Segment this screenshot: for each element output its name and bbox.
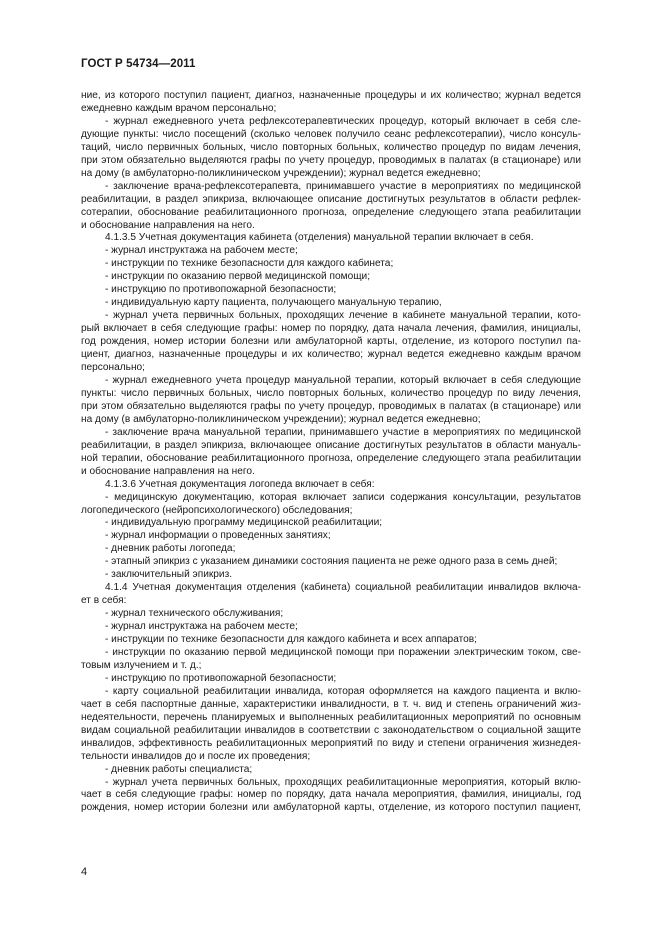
- text-line: 4.1.3.5 Учетная документация кабинета (отделения) мануальной терапии включает в себя.: [105, 232, 534, 244]
- text-line: - инструкцию по противопожарной безопасности;: [105, 672, 337, 684]
- text-line: товым излучением и т. д.;: [81, 659, 202, 671]
- text-line: чает в себя следующие графы: номер по порядку, дата начала мероприятия, фамилия, инициалы, год: [81, 789, 581, 801]
- text-line: - журнал учета первичных больных, проходящих лечение в кабинете мануальной терапии, кото-: [105, 310, 581, 322]
- text-line: пункты: число первичных больных, число повторных больных, количество процедур по виду лечения,: [81, 387, 581, 399]
- text-line: ет в себя:: [81, 595, 127, 607]
- text-line: - журнал ежедневного учета рефлексотерапевтических процедур, который включает в себя сле-: [105, 115, 581, 127]
- page-number: 4: [81, 866, 88, 878]
- text-line: - дневник работы логопеда;: [105, 543, 236, 555]
- text-line: - индивидуальную программу медицинской реабилитации;: [105, 517, 383, 529]
- text-line: и обоснование направления на него.: [81, 219, 255, 231]
- text-line: тельности инвалидов до и после их проведения;: [81, 750, 311, 762]
- text-line: на дому (в амбулаторно-поликлиническом учреждении); журнал ведется ежедневно;: [81, 413, 481, 425]
- text-line: - журнал учета первичных больных, проходящих реабилитационные мероприятия, который вклю-: [105, 776, 581, 788]
- text-line: - инструкцию по противопожарной безопасности;: [105, 284, 337, 296]
- text-line: рый включает в себя следующие графы: номер по порядку, дата начала лечения, фамилия, инициалы,: [81, 323, 581, 335]
- text-line: - инструкции по технике безопасности для каждого кабинета и всех аппаратов;: [105, 634, 477, 646]
- text-line: ной терапии, обоснование реабилитационного прогноза, определение следующего этапа реабилитации: [81, 452, 581, 464]
- text-line: чает в себя паспортные данные, характеристики инвалидности, в т. ч. вид и степень ограничений жиз-: [81, 698, 581, 710]
- text-line: - инструкции по технике безопасности для каждого кабинета;: [105, 258, 394, 270]
- standard-header: ГОСТ Р 54734—2011: [81, 58, 196, 70]
- text-line: - инструкции по оказанию первой медицинской помощи;: [105, 271, 371, 283]
- text-line: - индивидуальную карту пациента, получающего мануальную терапию,: [105, 297, 442, 309]
- text-line: - дневник работы специалиста;: [105, 763, 253, 775]
- text-line: - журнал информации о проведенных занятиях;: [105, 530, 331, 542]
- text-line: - инструкции по оказанию первой медицинской помощи при поражении электрическим током, све-: [105, 646, 581, 658]
- text-line: циент, диагноз, назначенные процедуры и их количество; журнал ведется ежедневно каждым врачом: [81, 349, 581, 361]
- text-line: ежедневно каждым врачом персонально;: [81, 102, 277, 114]
- text-line: рождения, номер истории болезни или амбулаторной карты, отделение, из которого поступил пациент,: [81, 802, 581, 814]
- text-line: - журнал инструктажа на рабочем месте;: [105, 621, 298, 633]
- text-line: сотерапии, обоснование реабилитационного прогноза, определение следующего этапа реабилитации: [81, 206, 581, 218]
- text-line: 4.1.4 Учетная документация отделения (кабинета) социальной реабилитации инвалидов включа-: [105, 582, 581, 594]
- text-line: - заключение врача-рефлексотерапевта, принимавшего участие в мероприятиях по медицинской: [105, 180, 581, 192]
- text-line: при этом обязательно выделяются графы по учету процедур, проводимых в палатах (в стационаре) или: [81, 400, 581, 412]
- text-line: персонально;: [81, 362, 145, 374]
- text-line: - заключительный эпикриз.: [105, 569, 233, 581]
- text-line: ние, из которого поступил пациент, диагноз, назначенные процедуры и их количество; журнал ведется: [81, 90, 581, 101]
- text-line: и обоснование направления на него.: [81, 465, 255, 477]
- body-text: [81, 90, 581, 815]
- text-line: дующие пункты: число посещений (сколько человек получило сеанс рефлексотерапии), число консуль-: [81, 128, 581, 140]
- text-line: недеятельности, перечень планируемых и выполненных реабилитационных мероприятий по основным: [81, 711, 581, 723]
- text-line: инвалидов, эффективность реабилитационных мероприятий по виду и степени ограничения жизнедея-: [81, 737, 581, 749]
- text-line: 4.1.3.6 Учетная документация логопеда включает в себя:: [105, 478, 375, 490]
- text-line: - карту социальной реабилитации инвалида, которая оформляется на каждого пациента и вклю-: [105, 685, 581, 697]
- text-line: таций, число первичных больных, число повторных больных, количество процедур по видам лечения,: [81, 141, 581, 153]
- text-line: - журнал инструктажа на рабочем месте;: [105, 245, 298, 257]
- text-line: - журнал ежедневного учета процедур мануальной терапии, который включает в себя следующие: [105, 374, 581, 386]
- text-line: реабилитации, в раздел эпикриза, включающее описание достигнутых результатов в области мануаль-: [81, 439, 581, 451]
- text-line: логопедического (нейропсихологического) обследования;: [81, 504, 353, 516]
- text-line: - журнал технического обслуживания;: [105, 608, 284, 620]
- text-line: - этапный эпикриз с указанием динамики состояния пациента не реже одного раза в семь дней;: [105, 556, 558, 568]
- text-line: реабилитации, в раздел эпикриза, включающее описание достигнутых результатов в области рефлек-: [81, 193, 581, 205]
- text-line: при этом обязательно выделяются графы по учету процедур, проводимых в палатах (в стационаре) или: [81, 154, 581, 166]
- text-line: на дому (в амбулаторно-поликлиническом учреждении); журнал ведется ежедневно;: [81, 167, 481, 179]
- text-line: год рождения, номер истории болезни или амбулаторной карты, отделение, из которого поступил па-: [81, 336, 581, 348]
- text-line: - медицинскую документацию, которая включает записи содержания консультации, результатов: [105, 491, 581, 503]
- text-line: видам социальной реабилитации инвалидов в соответствии с законодательством о социальной защите: [81, 724, 581, 736]
- text-line: - заключение врача мануальной терапии, принимавшего участие в мероприятиях по медицинской: [105, 426, 581, 438]
